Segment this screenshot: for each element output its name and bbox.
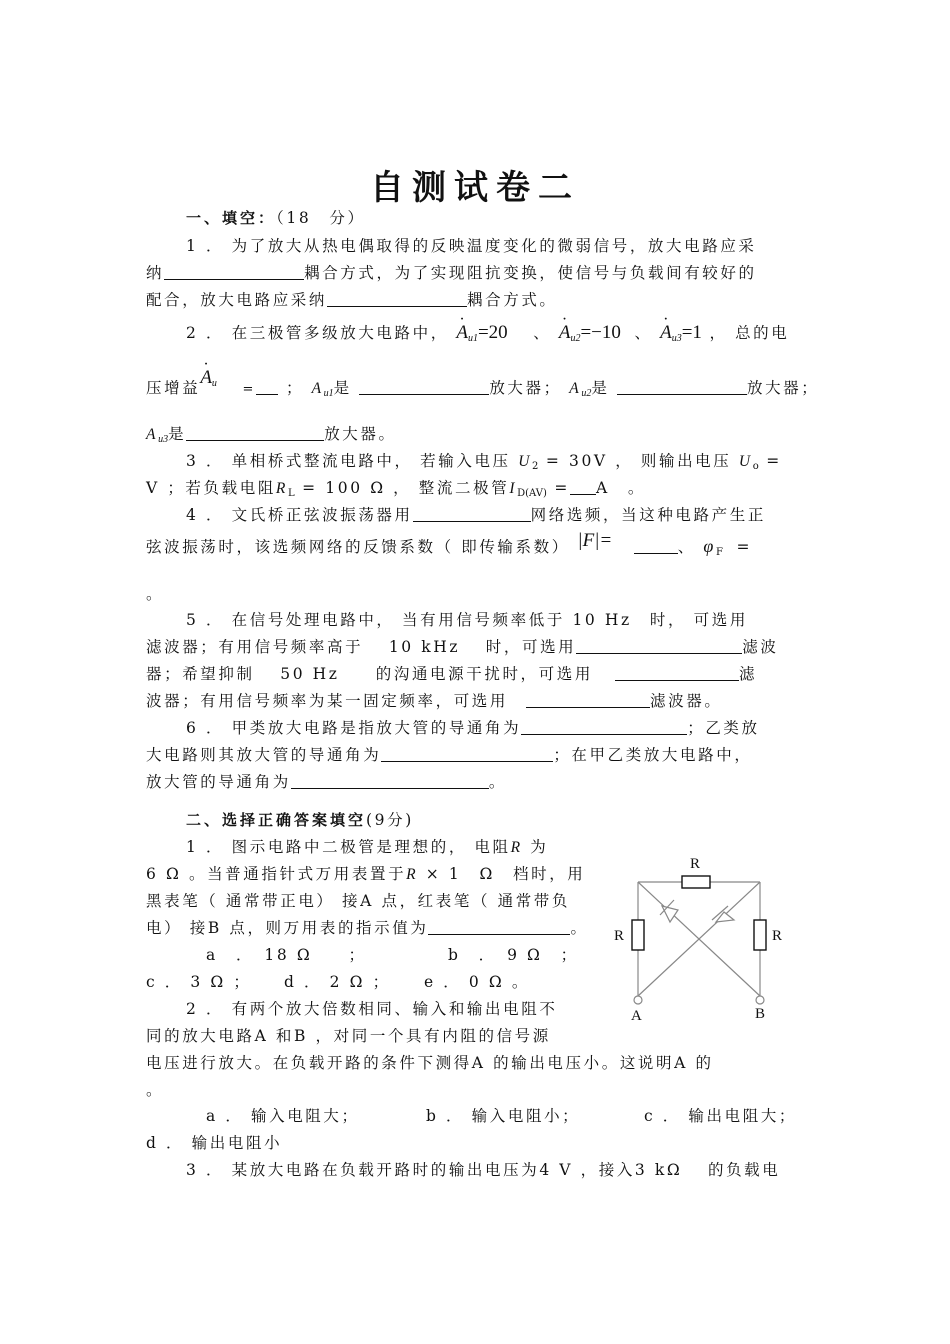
s2-q1-line-3: 黑表笔（ 通常带正电） 接A 点，红表笔（ 通常带负 [146, 892, 571, 910]
diode-circuit-diagram [600, 848, 790, 1028]
label-node-a: A [631, 1008, 642, 1024]
q1-line-1: 1 ． 为了放大从热电偶取得的反映温度变化的微弱信号，放大电路应采 [186, 237, 757, 255]
s2-q2-line-3: 电压进行放大。在负载开路的条件下测得A 的输出电压小。这说明A 的 [146, 1054, 714, 1072]
q1-line-3: 配合，放大电路应采纳 耦合方式。 [146, 291, 558, 309]
s2-q2-line-4: 。 [146, 1081, 165, 1099]
s2-q2-option-c: c ． 输出电阻大； [644, 1107, 798, 1125]
q5-line-3: 器；希望抑制 50 Hz 的沟通电源干扰时，可选用 滤 [146, 665, 758, 683]
section-1-heading: 一、填空：（18 分） [186, 209, 366, 227]
q6-line-2: 大电路则其放大管的导通角为 ；在甲乙类放大电路中， [146, 746, 753, 764]
s2-q1-option-c: c ． 3 Ω ； [146, 973, 252, 991]
q6-line-1: 6 ． 甲类放大电路是指放大管的导通角为 ；乙类放 [186, 719, 760, 737]
q3-line-1: 3 ． 单相桥式整流电路中， 若输入电压 $U_2 = 30V$ ， 则输出电压 $U_o$ = [186, 452, 782, 472]
label-r-left: R [614, 928, 625, 944]
s2-q1-line-2: 6 Ω 。当普通指针式万用表置于R × 1 Ω 档时，用 [146, 865, 586, 883]
s2-q1-option-a: a ． 18 Ω ； [206, 946, 367, 964]
q2-line-1: 2 ． 在三极管多级放大电路中， · $A_{u1}=20$ 、 · $A_{u2}=-10$ 、 · $A_{u3}=1$ ， 总的电 [186, 323, 789, 349]
q4-line-1: 4 ． 文氏桥正弦波振荡器用 网络选频，当这种电路产生正 [186, 506, 766, 524]
q4-line-3: 。 [146, 585, 165, 603]
section-2-heading: 二、选择正确答案填空(9分) [186, 811, 414, 829]
s2-q2-line-1: 2 ． 有两个放大倍数相同、输入和输出电阻不 [186, 1000, 558, 1018]
s2-q2-option-d: d ． 输出电阻小 [146, 1134, 283, 1152]
resistor-left [632, 920, 644, 950]
resistor-top [682, 876, 710, 888]
resistor-right [754, 920, 766, 950]
s2-q1-option-b: b ． 9 Ω ； [448, 946, 579, 964]
s2-q1-line-4: 电） 接B 点，则万用表的指示值为 。 [146, 919, 589, 937]
q6-line-3: 放大管的导通角为 。 [146, 773, 507, 791]
s2-q3-line-1: 3 ． 某放大电路在负载开路时的输出电压为4 V ，接入3 kΩ 的负载电 [186, 1161, 781, 1179]
s2-q2-line-2: 同的放大电路A 和B ，对同一个具有内阻的信号源 [146, 1027, 551, 1045]
s2-q1-option-d: d ． 2 Ω ； [284, 973, 391, 991]
q2-line-2: 压增益· $A_u$ = ； $A_{u1}$是 放大器； $A_{u2}$是 放大器； [146, 378, 819, 404]
s2-q1-line-1: 1 ． 图示电路中二极管是理想的， 电阻R 为 [186, 838, 549, 856]
page-title: 自测试卷二 [370, 168, 580, 208]
label-r-right: R [772, 928, 783, 944]
label-r-top: R [690, 856, 701, 872]
q1-line-2: 纳 耦合方式，为了实现阻抗变换，使信号与负载间有较好的 [146, 264, 757, 282]
q5-line-1: 5 ． 在信号处理电路中， 当有用信号频率低于 10 Hz 时， 可选用 [186, 611, 748, 629]
q2-line-3: $A_{u3}$是 放大器。 [146, 425, 397, 445]
s2-q2-option-a: a ． 输入电阻大； [206, 1107, 360, 1125]
q3-line-2: V ；若负载电阻$R_L = 100$ Ω ， 整流二极管$I_{D(AV)} = A$ 。 [146, 479, 646, 499]
s2-q2-option-b: b ． 输入电阻小； [426, 1107, 581, 1125]
q4-line-2: 弦波振荡时，该选频网络的反馈系数（ 即传输系数） |F|= 、 $\varphi_F$ = [146, 530, 753, 558]
s2-q1-option-e: e ． 0 Ω 。 [424, 973, 530, 991]
label-node-b: B [755, 1006, 766, 1022]
q5-line-4: 波器；有用信号频率为某一固定频率，可选用 滤波器。 [146, 692, 723, 710]
q5-line-2: 滤波器；有用信号频率高于 10 kHz 时，可选用 滤波 [146, 638, 779, 656]
